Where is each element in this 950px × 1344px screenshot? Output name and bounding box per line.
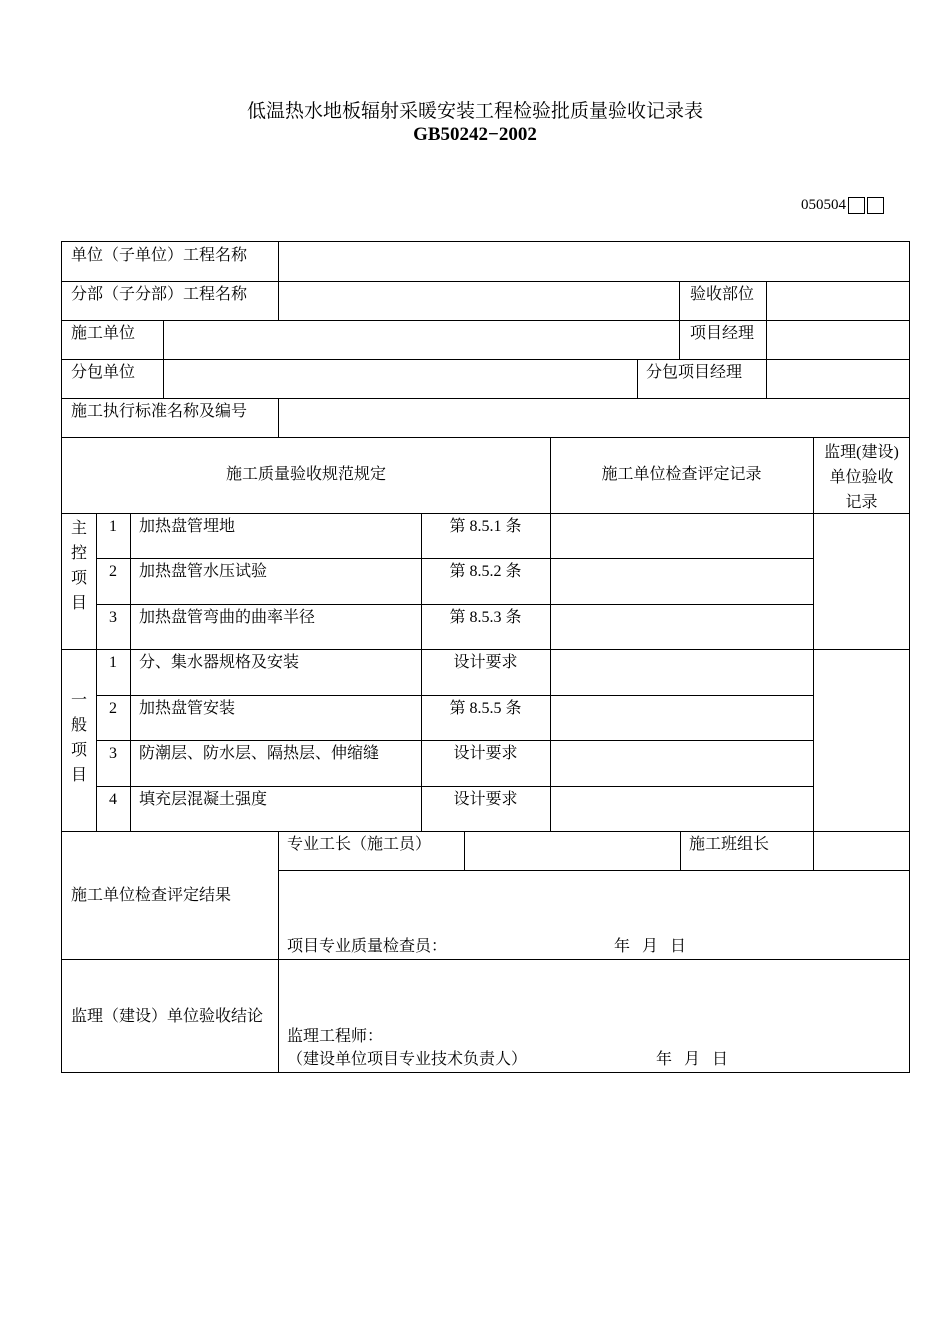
supervision-header-line-3: 记录 — [845, 494, 878, 511]
main-label-char: 主 — [70, 520, 87, 537]
supervision-column-header — [813, 440, 910, 515]
main-item-clause: 第 8.5.1 条 — [449, 518, 522, 535]
page-title: 低温热水地板辐射采暖安装工程检验批质量验收记录表 — [246, 100, 703, 122]
general-item-no: 4 — [109, 791, 117, 808]
form-code-box-1[interactable] — [848, 197, 865, 214]
main-item-clause: 第 8.5.3 条 — [449, 609, 522, 626]
general-item-clause: 设计要求 — [453, 654, 518, 671]
general-item-no: 2 — [109, 700, 117, 717]
team-leader-label: 施工班组长 — [689, 836, 770, 853]
main-items-label — [69, 516, 89, 616]
result-date: 年 月 日 — [614, 938, 687, 955]
standard-name-label: 施工执行标准名称及编号 — [71, 403, 248, 420]
general-item-clause: 设计要求 — [453, 791, 518, 808]
standard-code: GB50242−2002 — [413, 124, 537, 145]
general-item-text: 加热盘管安装 — [139, 700, 236, 717]
general-item-no: 1 — [109, 654, 117, 671]
main-item-text: 加热盘管埋地 — [139, 518, 236, 535]
main-item-clause: 第 8.5.2 条 — [449, 563, 522, 580]
general-item-clause: 第 8.5.5 条 — [449, 700, 522, 717]
main-label-char: 项 — [70, 570, 87, 587]
main-item-no: 1 — [109, 518, 117, 535]
main-label-char: 控 — [70, 545, 87, 562]
inspector-label: 项目专业质量检查员： — [287, 938, 448, 955]
general-item-text: 分、集水器规格及安装 — [139, 654, 300, 671]
check-record-column-header: 施工单位检查评定记录 — [601, 466, 762, 483]
supervision-header-line-2: 单位验收 — [829, 469, 894, 486]
general-label-char: 目 — [70, 767, 87, 784]
project-manager-label: 项目经理 — [690, 325, 755, 342]
subcontract-unit-label: 分包单位 — [71, 364, 136, 381]
unit-project-label: 单位（子单位）工程名称 — [71, 247, 248, 264]
main-item-text: 加热盘管水压试验 — [139, 563, 268, 580]
form-code-box-2[interactable] — [867, 197, 884, 214]
form-code — [801, 197, 884, 214]
general-item-no: 3 — [109, 745, 117, 762]
main-item-no: 3 — [109, 609, 117, 626]
subcontract-manager-label: 分包项目经理 — [646, 364, 743, 381]
general-label-char: 项 — [70, 742, 87, 759]
acceptance-part-label: 验收部位 — [690, 286, 755, 303]
general-item-text: 防潮层、防水层、隔热层、伸缩缝 — [139, 745, 380, 762]
general-label-char: 般 — [70, 717, 87, 734]
conclusion-label: 监理（建设）单位验收结论 — [71, 1008, 264, 1025]
owner-label: （建设单位项目专业技术负责人） — [287, 1051, 528, 1068]
form-code-number: 050504 — [801, 197, 846, 213]
general-items-label — [69, 688, 89, 788]
foreman-label: 专业工长（施工员） — [287, 836, 432, 853]
general-item-clause: 设计要求 — [453, 745, 518, 762]
general-label-char: 一 — [70, 692, 87, 709]
general-item-text: 填充层混凝土强度 — [139, 791, 268, 808]
conclusion-date: 年 月 日 — [656, 1051, 729, 1068]
main-label-char: 目 — [70, 595, 87, 612]
construction-unit-label: 施工单位 — [71, 325, 136, 342]
supervision-header-line-1: 监理(建设) — [824, 444, 899, 461]
sub-project-label: 分部（子分部）工程名称 — [71, 286, 248, 303]
engineer-label: 监理工程师： — [287, 1028, 384, 1045]
spec-column-header: 施工质量验收规范规定 — [225, 466, 386, 483]
main-item-no: 2 — [109, 563, 117, 580]
acceptance-table — [61, 241, 910, 1073]
result-label: 施工单位检查评定结果 — [71, 887, 232, 904]
main-item-text: 加热盘管弯曲的曲率半径 — [139, 609, 316, 626]
